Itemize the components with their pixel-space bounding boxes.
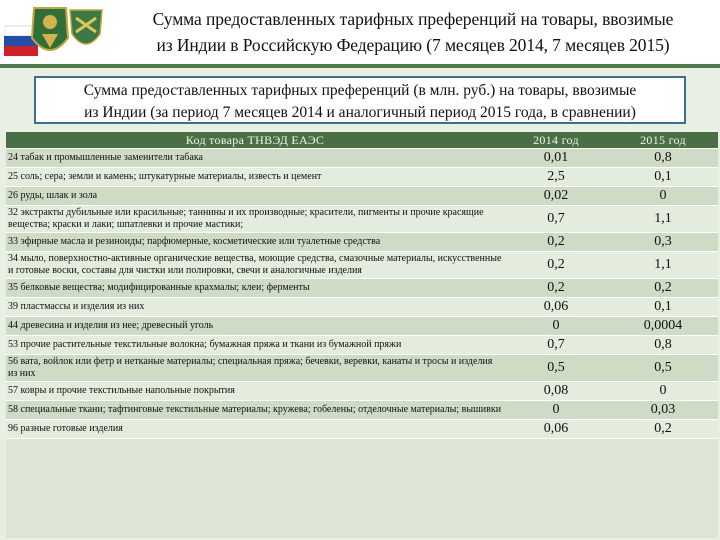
table-row <box>6 317 718 336</box>
table-row <box>6 355 718 382</box>
header-code: Код товара ТНВЭД ЕАЭС <box>6 132 504 149</box>
value-2014: 0,2 <box>504 252 608 279</box>
table-row <box>6 401 718 420</box>
value-2014: 0,02 <box>504 187 608 206</box>
value-2015: 0,03 <box>608 401 718 420</box>
table-row <box>6 420 718 439</box>
table-row <box>6 279 718 298</box>
header-2015: 2015 год <box>608 132 718 149</box>
value-2014: 0,2 <box>504 233 608 252</box>
row-name: 33 эфирные масла и резиноиды; парфюмерные, косметические или туалетные средства <box>6 233 504 252</box>
table-row <box>6 336 718 355</box>
value-2015: 0,0004 <box>608 317 718 336</box>
subtitle-line-2: из Индии (за период 7 месяцев 2014 и аналогичный период 2015 года, в сравнении) <box>84 104 636 121</box>
value-2015: 0,8 <box>608 149 718 168</box>
value-2015: 0,5 <box>608 355 718 382</box>
value-2014: 0,7 <box>504 206 608 233</box>
value-2014: 0,2 <box>504 279 608 298</box>
row-name: 56 вата, войлок или фетр и нетканые материалы; специальная пряжа; бечевки, веревки, канаты и тросы и изделия из них <box>6 355 504 382</box>
value-2015: 0,2 <box>608 279 718 298</box>
subtitle-box <box>34 76 686 124</box>
value-2014: 0,06 <box>504 420 608 439</box>
value-2014: 0,08 <box>504 382 608 401</box>
table-row <box>6 298 718 317</box>
value-2015: 1,1 <box>608 252 718 279</box>
row-name: 25 соль; сера; земли и камень; штукатурные материалы, известь и цемент <box>6 168 504 187</box>
table-row <box>6 168 718 187</box>
title-line-2: из Индии в Российскую Федерацию (7 месяцев 2014, 7 месяцев 2015) <box>156 35 670 55</box>
value-2015: 0 <box>608 382 718 401</box>
value-2015: 0,2 <box>608 420 718 439</box>
value-2014: 0,01 <box>504 149 608 168</box>
row-name: 32 экстракты дубильные или красильные; таннины и их производные; красители, пигменты и прочие красящие вещества; краски и лаки; шпатлевки и прочие мастики; <box>6 206 504 233</box>
row-name: 44 древесина и изделия из нее; древесный уголь <box>6 317 504 336</box>
table-body <box>6 149 718 439</box>
value-2015: 1,1 <box>608 206 718 233</box>
title-line-1: Сумма предоставленных тарифных преференций на товары, ввозимые <box>152 9 674 29</box>
value-2015: 0,1 <box>608 298 718 317</box>
table-row <box>6 233 718 252</box>
data-table-container <box>6 132 718 538</box>
header-2014: 2014 год <box>504 132 608 149</box>
row-name: 34 мыло, поверхностно-активные органические вещества, моющие средства, смазочные материалы, искусственные и готовые воски, составы для чистки или полировки, свечи и аналогичные изделия <box>6 252 504 279</box>
value-2014: 0,06 <box>504 298 608 317</box>
value-2014: 0 <box>504 401 608 420</box>
value-2015: 0 <box>608 187 718 206</box>
table-row <box>6 206 718 233</box>
value-2015: 0,3 <box>608 233 718 252</box>
subtitle-line-1: Сумма предоставленных тарифных преференций (в млн. руб.) на товары, ввозимые <box>83 82 637 99</box>
table-row <box>6 252 718 279</box>
row-name: 26 руды, шлак и зола <box>6 187 504 206</box>
value-2014: 2,5 <box>504 168 608 187</box>
preferences-table <box>6 132 718 439</box>
customs-emblem-icon <box>4 4 104 64</box>
table-header-row <box>6 132 718 149</box>
row-name: 24 табак и промышленные заменители табака <box>6 149 504 168</box>
value-2014: 0,7 <box>504 336 608 355</box>
value-2014: 0 <box>504 317 608 336</box>
table-row <box>6 382 718 401</box>
page-title <box>110 6 716 58</box>
row-name: 58 специальные ткани; тафтинговые текстильные материалы; кружева; гобелены; отделочные материалы; вышивки <box>6 401 504 420</box>
row-name: 96 разные готовые изделия <box>6 420 504 439</box>
table-row <box>6 187 718 206</box>
slide-header <box>0 0 720 70</box>
value-2015: 0,1 <box>608 168 718 187</box>
row-name: 39 пластмассы и изделия из них <box>6 298 504 317</box>
value-2014: 0,5 <box>504 355 608 382</box>
value-2015: 0,8 <box>608 336 718 355</box>
row-name: 35 белковые вещества; модифицированные крахмалы; клеи; ферменты <box>6 279 504 298</box>
row-name: 53 прочие растительные текстильные волокна; бумажная пряжа и ткани из бумажной пряжи <box>6 336 504 355</box>
table-row <box>6 149 718 168</box>
row-name: 57 ковры и прочие текстильные напольные покрытия <box>6 382 504 401</box>
